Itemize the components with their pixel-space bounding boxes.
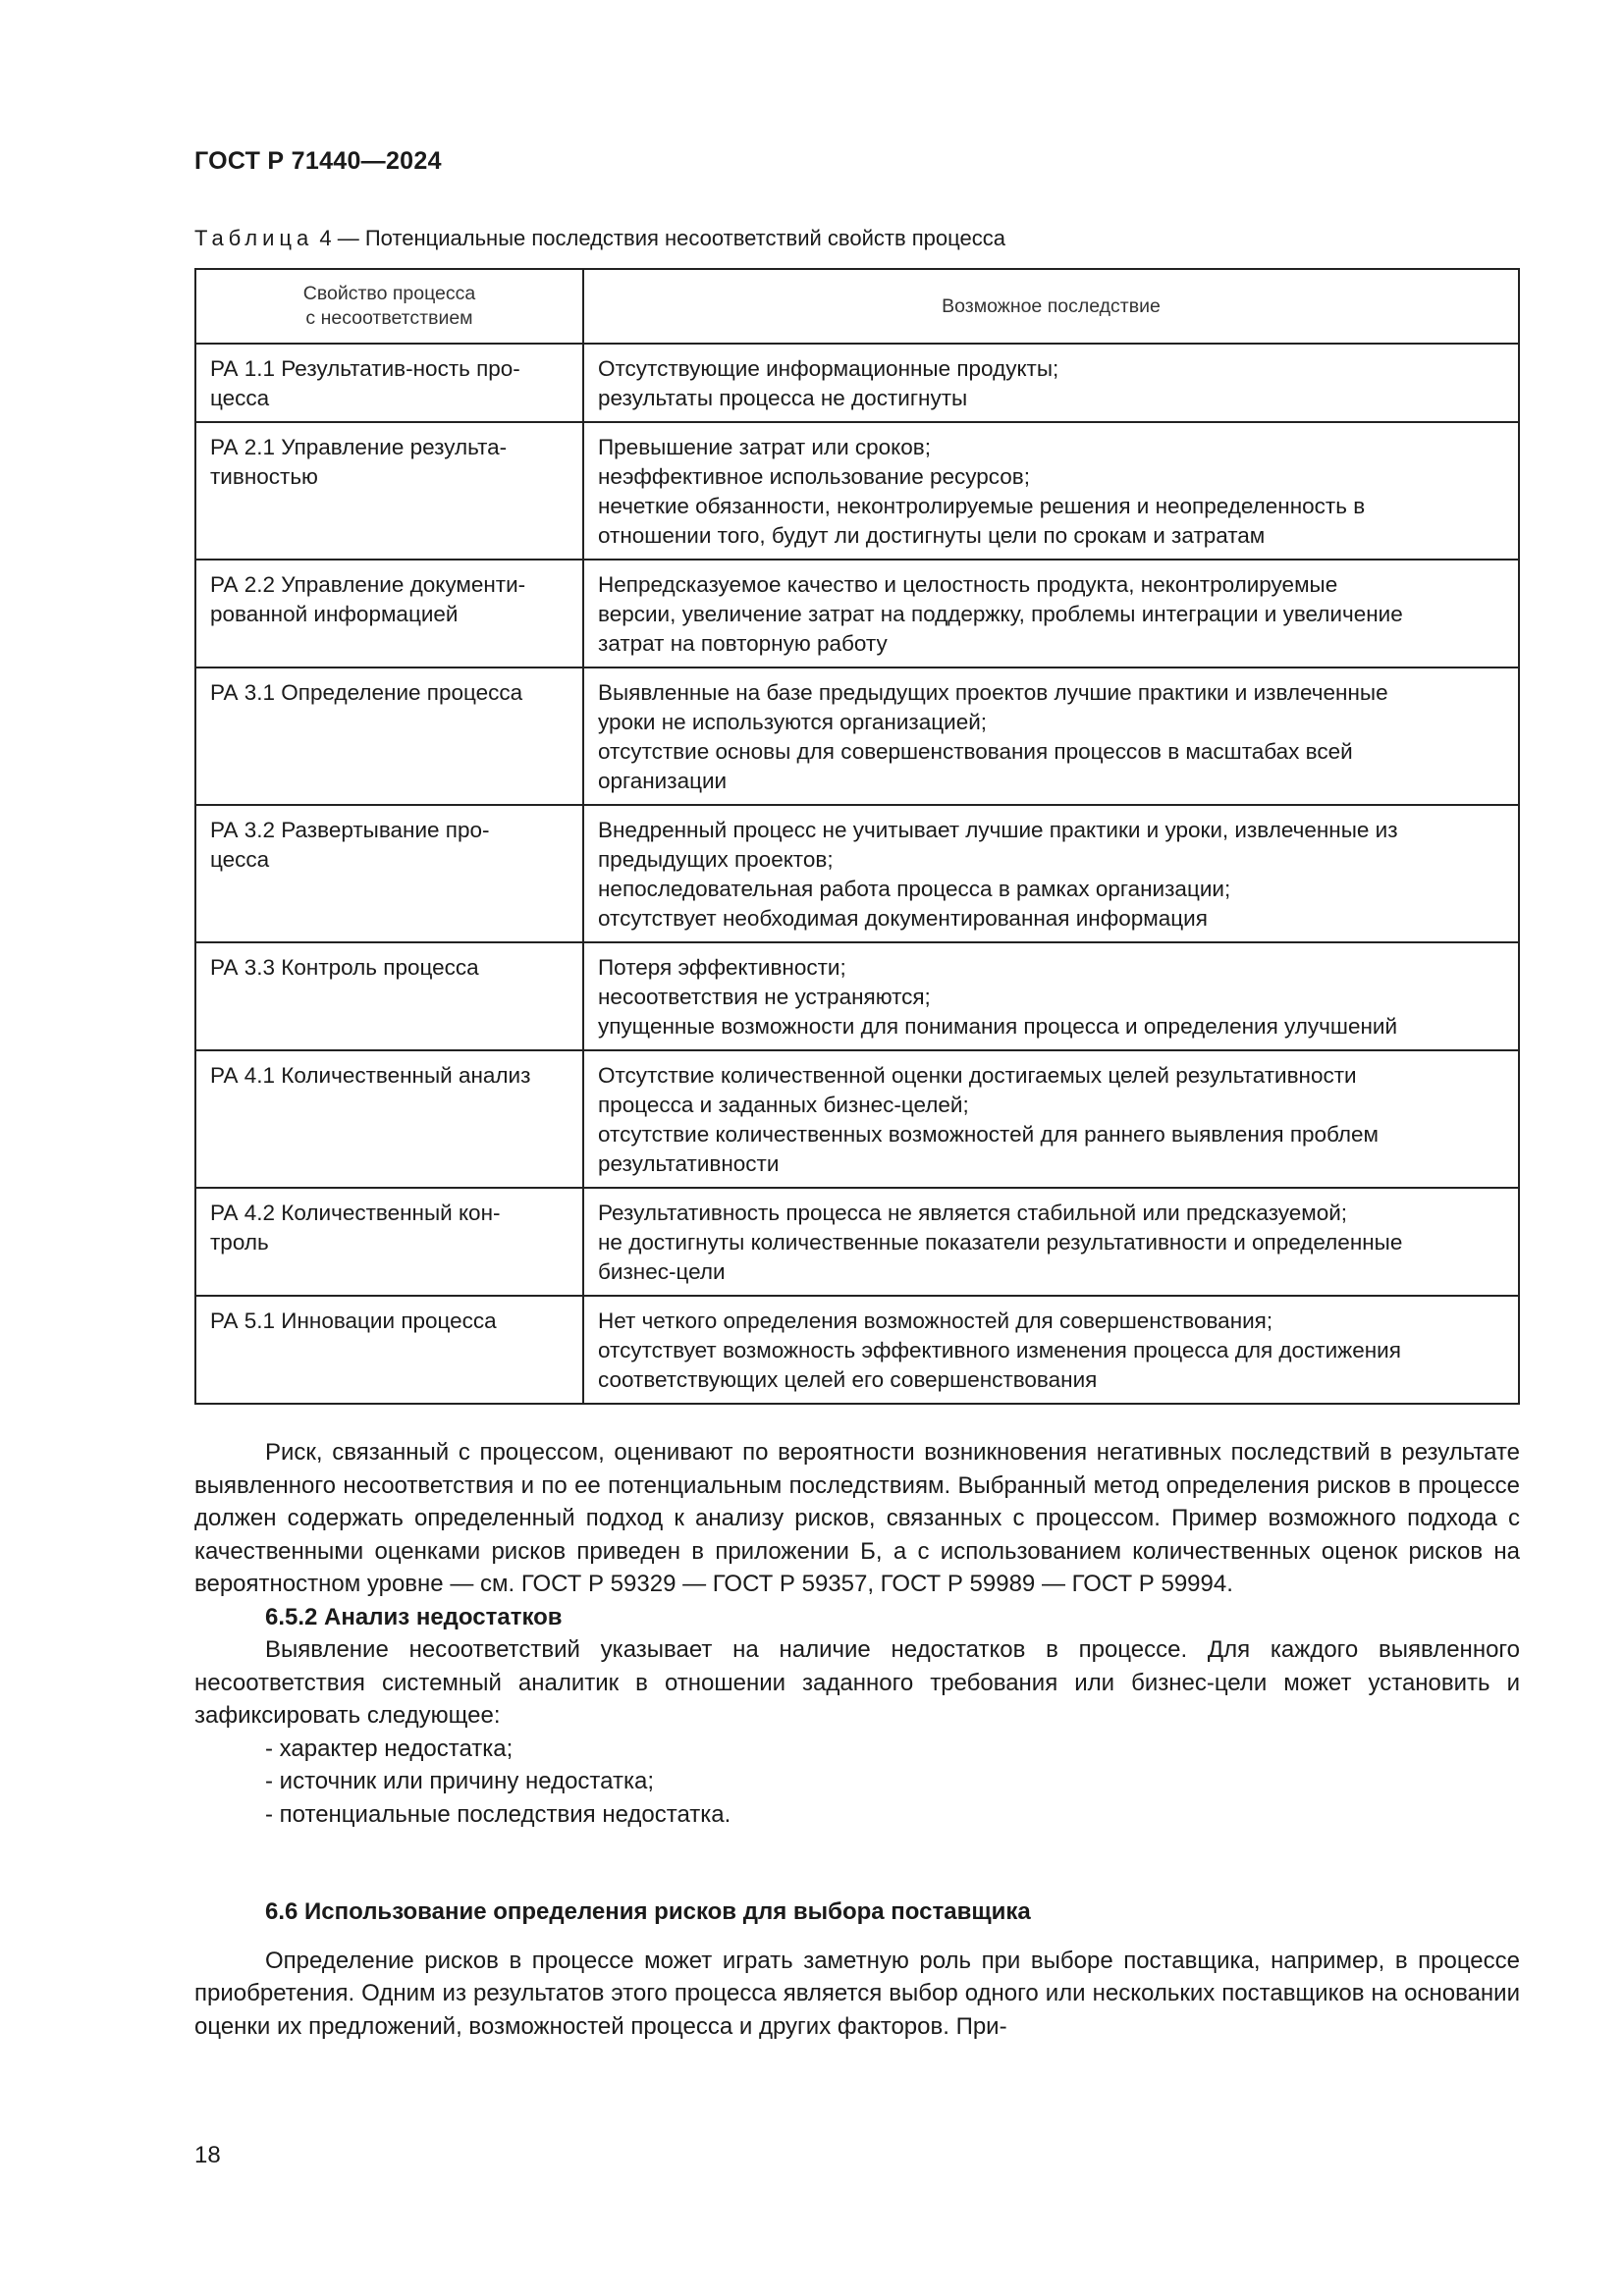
table-row <box>195 805 1519 942</box>
cell-line: упущенные возможности для понимания процесса и определения улучшений <box>598 1014 1398 1039</box>
cell-line: Внедренный процесс не учитывает лучшие практики и уроки, извлеченные из <box>598 818 1398 842</box>
cell-property <box>195 1188 583 1296</box>
body-section <box>194 1436 1520 1831</box>
cell-line: Результативность процесса не является стабильной или предсказуемой; <box>598 1201 1348 1225</box>
cell-consequence <box>583 1188 1519 1296</box>
cell-line: отсутствует возможность эффективного изменения процесса для достижения <box>598 1338 1401 1362</box>
table-caption <box>194 226 1005 251</box>
section-6-6 <box>194 1896 1520 2043</box>
table-row <box>195 344 1519 422</box>
cell-line: РА 4.2 Количественный кон- <box>210 1201 501 1225</box>
cell-line: РА 3.2 Развертывание про- <box>210 818 490 842</box>
cell-line: результативности <box>598 1151 780 1176</box>
column-header-property <box>195 269 583 344</box>
cell-consequence <box>583 560 1519 667</box>
paragraph-supplier: Определение рисков в процессе может играть заметную роль при выборе поставщика, например, в процессе приобретения. Одним из результатов этого процесса является выбор одного или нескольких поставщиков на основании оценки их предложений, возможностей процесса и других факторов. При- <box>194 1947 1520 2040</box>
heading-6-5-2: 6.5.2 Анализ недостатков <box>265 1603 563 1630</box>
cell-line: несоответствия не устраняются; <box>598 985 931 1009</box>
list-item: - характер недостатка; <box>265 1735 514 1762</box>
cell-consequence <box>583 667 1519 805</box>
cell-line: отсутствие количественных возможностей для раннего выявления проблем <box>598 1122 1380 1147</box>
cell-line: РА 2.2 Управление документи- <box>210 572 526 597</box>
table-caption-label: Таблица <box>194 226 314 250</box>
table-row <box>195 422 1519 560</box>
cell-line: отсутствие основы для совершенствования процессов в масштабах всей <box>598 739 1353 764</box>
table-row <box>195 1050 1519 1188</box>
cell-line: РА 2.1 Управление результа- <box>210 435 508 459</box>
cell-property <box>195 667 583 805</box>
list-item: - источник или причину недостатка; <box>265 1768 655 1794</box>
table-row <box>195 667 1519 805</box>
cell-line: не достигнуты количественные показатели результативности и определенные <box>598 1230 1403 1255</box>
cell-line: РА 3.1 Определение процесса <box>210 680 523 705</box>
cell-line: неэффективное использование ресурсов; <box>598 464 1031 489</box>
cell-consequence <box>583 422 1519 560</box>
column-header-line: Свойство процесса <box>302 283 476 304</box>
cell-property <box>195 560 583 667</box>
cell-line: процесса и заданных бизнес-целей; <box>598 1093 969 1117</box>
document-header: ГОСТ Р 71440—2024 <box>194 147 442 175</box>
cell-line: тивностью <box>210 464 318 489</box>
cell-line: Потеря эффективности; <box>598 955 846 980</box>
cell-line: затрат на повторную работу <box>598 631 888 656</box>
heading-6-6: 6.6 Использование определения рисков для выбора поставщика <box>265 1898 1031 1925</box>
paragraph-deficiency: Выявление несоответствий указывает на наличие недостатков в процессе. Для каждого выявленного несоответствия системный аналитик в отношении заданного требования или бизнес-цели может установить и зафиксировать следующее: <box>194 1636 1520 1729</box>
cell-consequence <box>583 1296 1519 1404</box>
cell-line: РА 3.3 Контроль процесса <box>210 955 479 980</box>
table-caption-text: 4 — Потенциальные последствия несоответствий свойств процесса <box>313 226 1005 250</box>
column-header-consequence: Возможное последствие <box>583 269 1519 344</box>
table-row <box>195 560 1519 667</box>
cell-line: РА 5.1 Инновации процесса <box>210 1308 497 1333</box>
cell-line: Нет четкого определения возможностей для совершенствования; <box>598 1308 1273 1333</box>
cell-line: рованной информацией <box>210 602 459 626</box>
cell-property <box>195 805 583 942</box>
consequences-table <box>194 268 1520 1405</box>
table-row <box>195 1188 1519 1296</box>
cell-line: Непредсказуемое качество и целостность продукта, неконтролируемые <box>598 572 1338 597</box>
cell-consequence <box>583 942 1519 1050</box>
table-row <box>195 1296 1519 1404</box>
cell-line: Превышение затрат или сроков; <box>598 435 931 459</box>
cell-consequence <box>583 1050 1519 1188</box>
cell-property <box>195 1296 583 1404</box>
cell-line: отсутствует необходимая документированная информация <box>598 906 1208 931</box>
cell-line: отношении того, будут ли достигнуты цели по срокам и затратам <box>598 523 1266 548</box>
cell-line: уроки не используются организацией; <box>598 710 988 734</box>
cell-property <box>195 344 583 422</box>
cell-line: организации <box>598 769 728 793</box>
cell-consequence <box>583 805 1519 942</box>
cell-property <box>195 942 583 1050</box>
cell-line: цесса <box>210 847 270 872</box>
cell-line: бизнес-цели <box>598 1259 726 1284</box>
cell-line: Выявленные на базе предыдущих проектов лучшие практики и извлеченные <box>598 680 1388 705</box>
cell-line: версии, увеличение затрат на поддержку, проблемы интеграции и увеличение <box>598 602 1403 626</box>
table-header-row <box>195 269 1519 344</box>
cell-consequence <box>583 344 1519 422</box>
cell-line: Отсутствующие информационные продукты; <box>598 356 1059 381</box>
cell-line: цесса <box>210 386 270 410</box>
cell-property <box>195 422 583 560</box>
cell-line: результаты процесса не достигнуты <box>598 386 968 410</box>
cell-line: РА 1.1 Результатив-ность про- <box>210 356 520 381</box>
cell-line: РА 4.1 Количественный анализ <box>210 1063 531 1088</box>
cell-line: предыдущих проектов; <box>598 847 834 872</box>
paragraph-risk: Риск, связанный с процессом, оценивают по вероятности возникновения негативных последствий в результате выявленного несоответствия и по ее потенциальным последствиям. Выбранный метод определения рисков в процессе должен содержать определенный подход к анализу рисков, связанных с процессом. Пример возможного подхода с качественными оценками рисков приведен в приложении Б, а с использованием количественных оценок рисков на вероятностном уровне — см. ГОСТ Р 59329 — ГОСТ Р 59357, ГОСТ Р 59989 — ГОСТ Р 59994. <box>194 1439 1520 1597</box>
cell-line: троль <box>210 1230 269 1255</box>
page-number: 18 <box>194 2142 221 2168</box>
cell-line: соответствующих целей его совершенствования <box>598 1367 1098 1392</box>
cell-line: Отсутствие количественной оценки достигаемых целей результативности <box>598 1063 1357 1088</box>
list-item: - потенциальные последствия недостатка. <box>265 1800 731 1828</box>
table-row <box>195 942 1519 1050</box>
cell-property <box>195 1050 583 1188</box>
cell-line: непоследовательная работа процесса в рамках организации; <box>598 877 1231 901</box>
column-header-line: с несоответствием <box>305 307 473 329</box>
cell-line: нечеткие обязанности, неконтролируемые решения и неопределенность в <box>598 494 1366 518</box>
